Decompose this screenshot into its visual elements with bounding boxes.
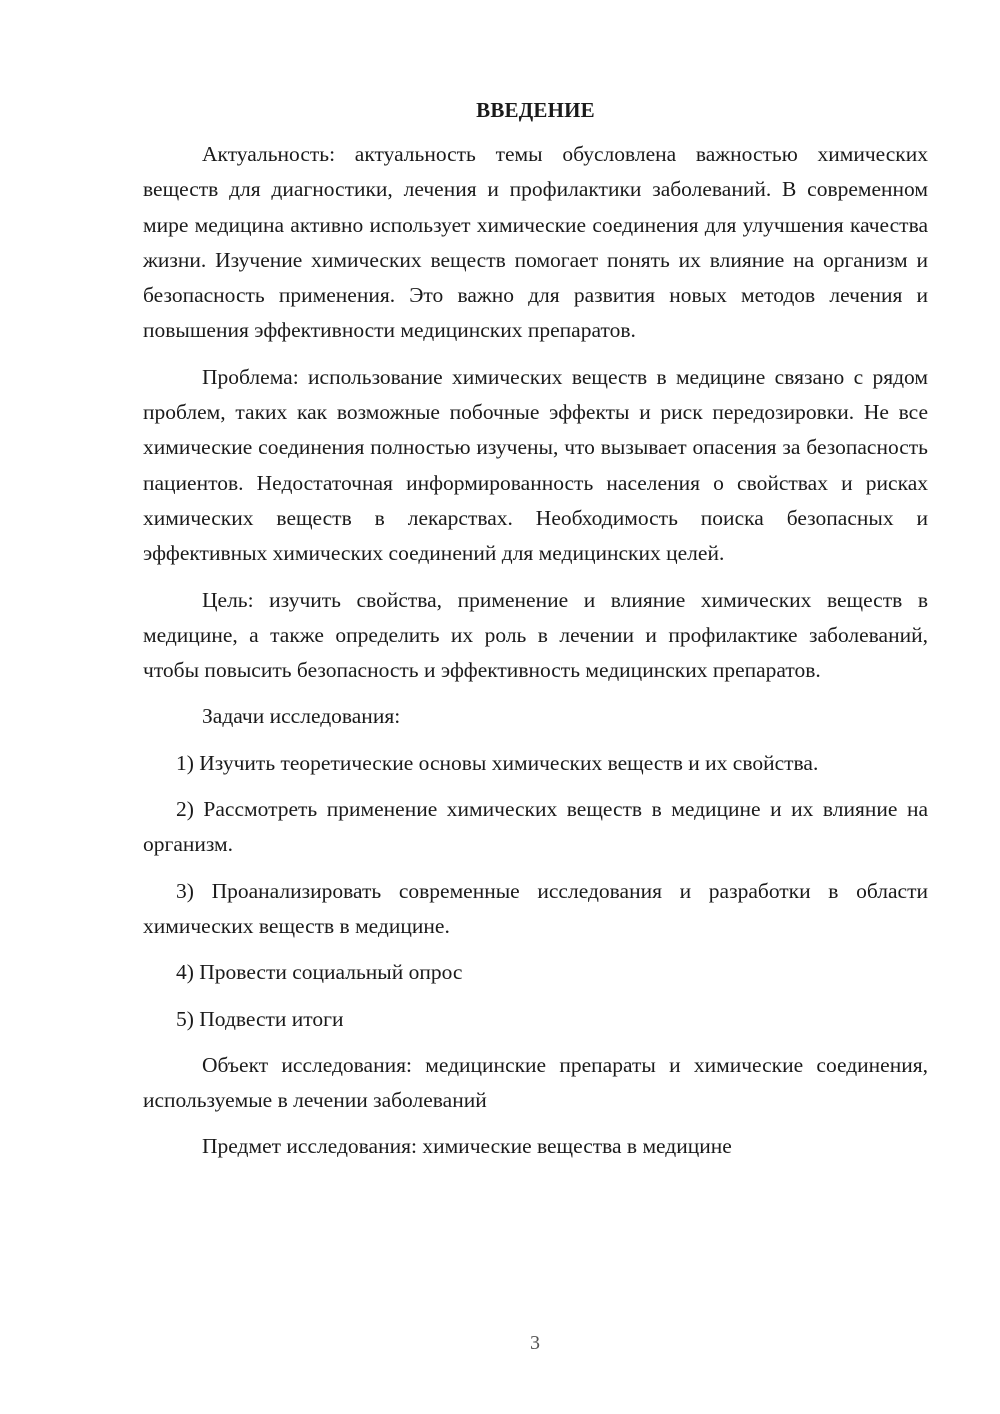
- list-item-task-4: 4) Провести социальный опрос: [176, 960, 463, 985]
- list-item-task-1: 1) Изучить теоретические основы химических веществ и их свойства.: [176, 750, 819, 775]
- document-page: [143, 94, 928, 1176]
- list-item-task-2: 2) Рассмотреть применение химических веществ в медицине и их влияние на организм.: [143, 797, 928, 857]
- paragraph-object: Объект исследования: медицинские препараты и химические соединения, используемые в лечении заболеваний: [143, 1052, 928, 1113]
- paragraph-tasks-title: Задачи исследования:: [202, 704, 401, 729]
- paragraph-subject: Предмет исследования: химические вещества в медицине: [202, 1134, 732, 1159]
- page-number: 3: [530, 1332, 540, 1354]
- section-heading: ВВЕДЕНИЕ: [476, 98, 595, 122]
- paragraph-goal: Цель: изучить свойства, применение и влияние химических веществ в медицине, а также определить их роль в лечении и профилактике заболеваний, чтобы повысить безопасность и эффективность медицинских препаратов.: [143, 587, 928, 683]
- list-item-task-5: 5) Подвести итоги: [176, 1006, 344, 1031]
- paragraph-relevance: Актуальность: актуальность темы обусловлена важностью химических веществ для диагностики, лечения и профилактики заболеваний. В современном мире медицина активно использует химические соединения для улучшения качества жизни. Изучение химических веществ помогает понять их влияние на организм и безопасность применения. Это важно для развития новых методов лечения и повышения эффективности медицинских препаратов.: [143, 142, 928, 343]
- list-item-task-3: 3) Проанализировать современные исследования и разработки в области химических веществ в медицине.: [143, 878, 928, 938]
- paragraph-problem: Проблема: использование химических веществ в медицине связано с рядом проблем, таких как возможные побочные эффекты и риск передозировки. Не все химические соединения полностью изучены, что вызывает опасения за безопасность пациентов. Недостаточная информированность населения о свойствах и рисках химических веществ в лекарствах. Необходимость поиска безопасных и эффективных химических соединений для медицинских целей.: [143, 364, 928, 566]
